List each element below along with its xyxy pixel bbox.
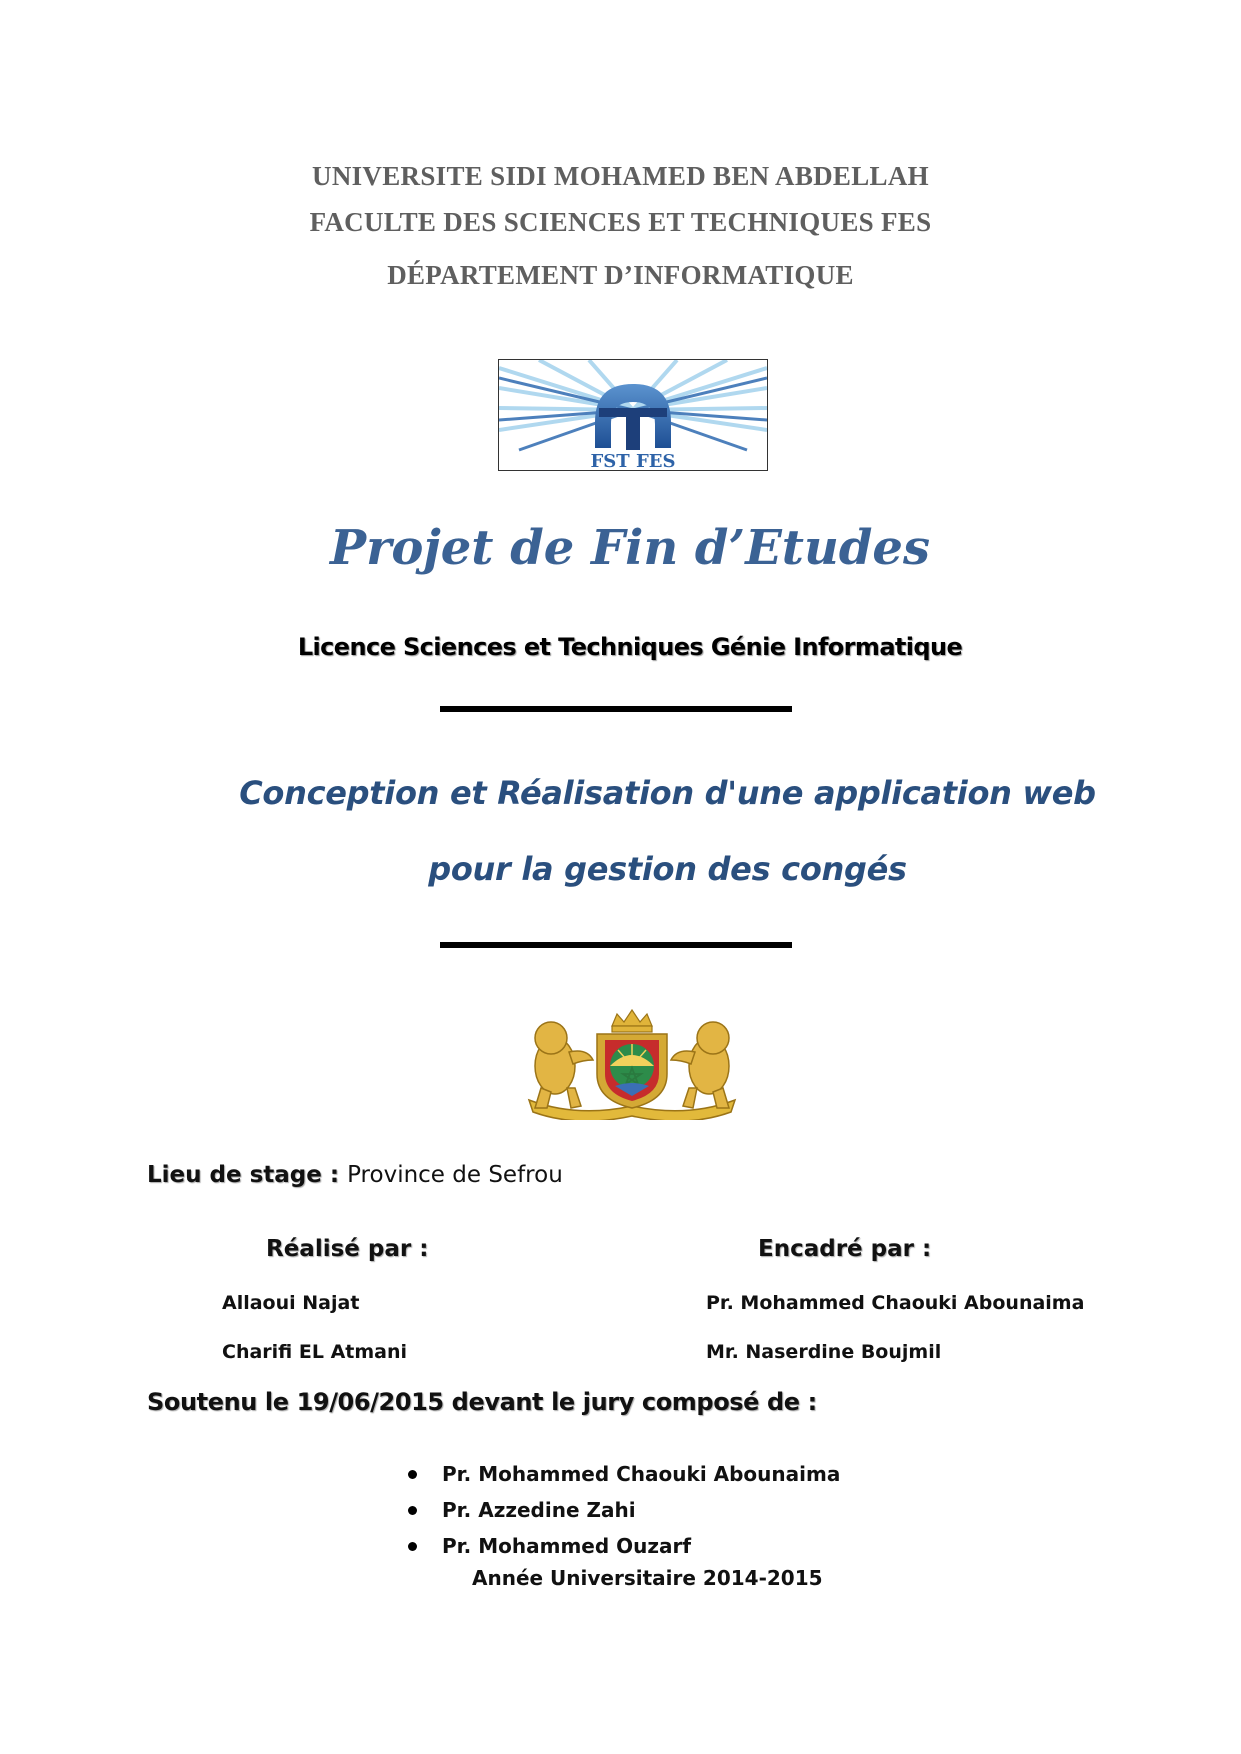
jury-member: [408, 1528, 840, 1564]
top-divider: [440, 706, 792, 712]
student-name: Charifi EL Atmani: [222, 1341, 408, 1363]
bottom-divider: [440, 942, 792, 948]
bullet-icon: [408, 1470, 417, 1479]
bullet-icon: [408, 1506, 417, 1515]
supervised-by-label: Encadré par :: [758, 1236, 932, 1262]
coat-of-arms-emblem: [517, 1008, 747, 1120]
internship-label: Lieu de stage :: [147, 1162, 340, 1188]
jury-member-name: Pr. Mohammed Chaouki Abounaima: [442, 1462, 841, 1486]
jury-list: [408, 1456, 840, 1564]
university-name: UNIVERSITE SIDI MOHAMED BEN ABDELLAH: [312, 161, 929, 191]
bullet-icon: [408, 1542, 417, 1551]
student-name: Allaoui Najat: [222, 1292, 360, 1314]
academic-year: Année Universitaire 2014-2015: [472, 1566, 823, 1590]
supervisor-name: Pr. Mohammed Chaouki Abounaima: [706, 1292, 1085, 1314]
page-title: Projet de Fin d’Etudes: [330, 520, 930, 576]
jury-member-name: Pr. Mohammed Ouzarf: [442, 1534, 692, 1558]
internship-value: Province de Sefrou: [347, 1162, 563, 1188]
defense-heading: Soutenu le 19/06/2015 devant le jury composé de :: [147, 1388, 817, 1416]
realized-by-label: Réalisé par :: [266, 1236, 429, 1262]
subject-line-1: Conception et Réalisation d'une application web: [239, 774, 1096, 812]
jury-member-name: Pr. Azzedine Zahi: [442, 1498, 636, 1522]
fst-fes-logo: [498, 359, 768, 471]
jury-member: [408, 1456, 840, 1492]
degree-program: Licence Sciences et Techniques Génie Informatique: [297, 633, 963, 661]
internship-location: [147, 1162, 563, 1188]
logo-text: FST FES: [590, 451, 676, 470]
jury-member: [408, 1492, 840, 1528]
faculty-name: FACULTE DES SCIENCES ET TECHNIQUES FES: [309, 207, 932, 237]
subject-line-2: pour la gestion des congés: [428, 850, 907, 888]
supervisor-name: Mr. Naserdine Boujmil: [706, 1341, 942, 1363]
department-name: DÉPARTEMENT D’INFORMATIQUE: [387, 260, 854, 290]
